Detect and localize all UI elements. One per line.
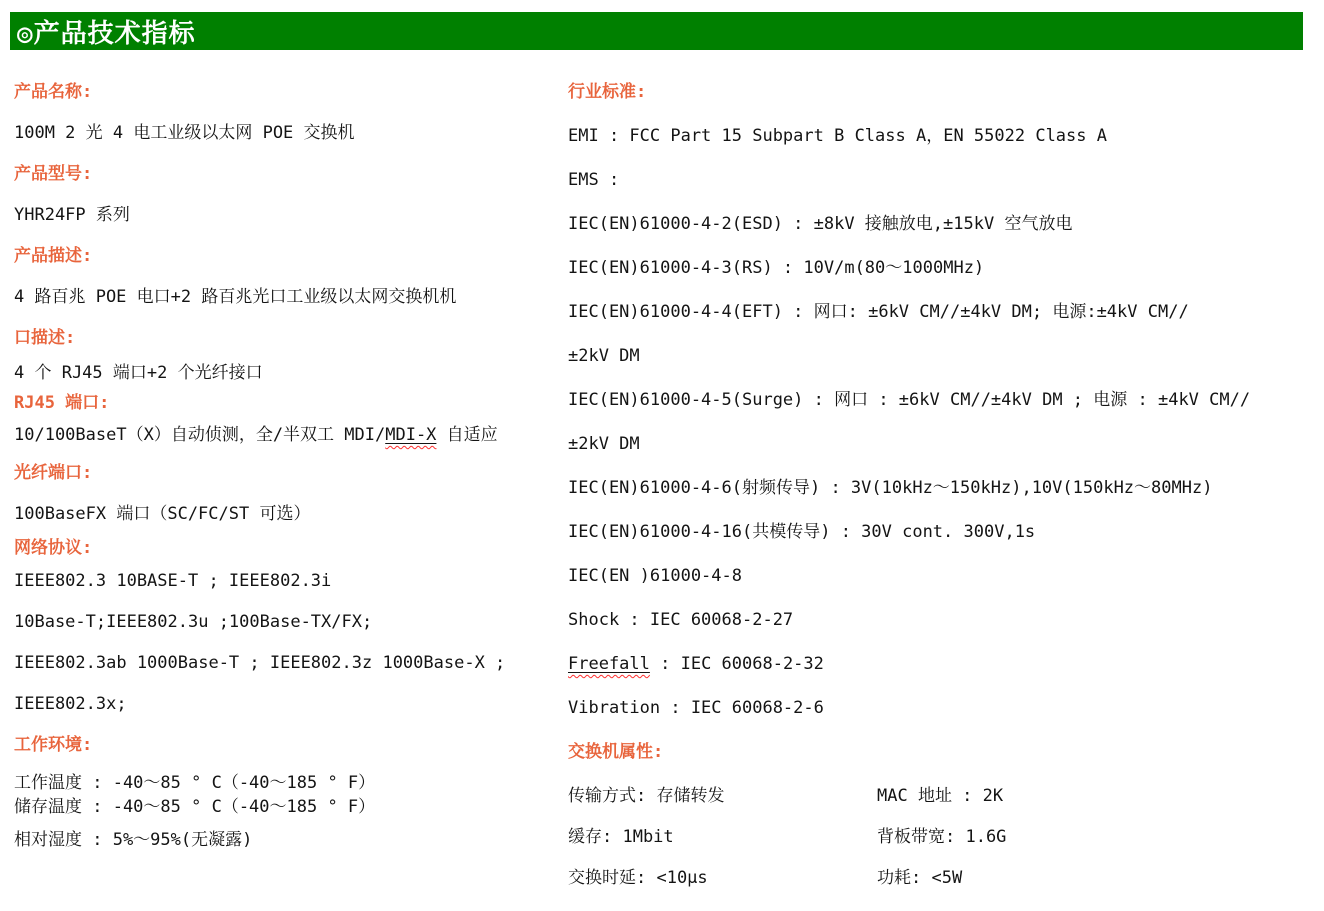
standard-line-vibration: Vibration : IEC 60068-2-6: [568, 698, 824, 718]
heading-rj45-port: RJ45 端口:: [14, 393, 110, 413]
product-name-text: 100M 2 光 4 电工业级以太网 POE 交换机: [14, 123, 355, 143]
protocol-line: IEEE802.3ab 1000Base-T ; IEEE802.3z 1000Base-X ;: [14, 653, 506, 673]
page-title: ◎产品技术指标: [17, 18, 196, 49]
left-column: [14, 84, 562, 873]
prop-transmission-mode: 传输方式: 存储转发: [568, 786, 725, 806]
heading-product-description: 产品描述:: [14, 246, 93, 266]
standard-line-shock: Shock : IEC 60068-2-27: [568, 610, 794, 630]
switch-prop-row: [568, 870, 1318, 887]
protocol-line: 10Base-T;IEEE802.3u ;100Base-TX/FX;: [14, 612, 373, 632]
prop-mac-address: MAC 地址 : 2K: [877, 786, 1004, 806]
heading-network-protocol: 网络协议:: [14, 538, 93, 558]
heading-product-name: 产品名称:: [14, 82, 93, 102]
protocol-line: IEEE802.3 10BASE-T ; IEEE802.3i: [14, 571, 332, 591]
standard-line-ems: EMS :: [568, 170, 620, 190]
prop-switch-latency: 交换时延: <10μs: [568, 868, 708, 888]
environment-line: 相对湿度 : 5%～95%(无凝露): [14, 830, 253, 850]
product-model-text: YHR24FP 系列: [14, 205, 130, 225]
standard-line-rf-conduction: IEC(EN)61000-4-6(射频传导) : 3V(10kHz～150kHz),10V(150kHz～80MHz): [568, 478, 1213, 498]
title-bar: [10, 12, 1303, 50]
heading-work-environment: 工作环境:: [14, 735, 93, 755]
standard-line-rs: IEC(EN)61000-4-3(RS) : 10V/m(80～1000MHz): [568, 258, 985, 278]
freefall-spellcheck-word: Freefall: [568, 654, 650, 674]
port-description-text: 4 个 RJ45 端口+2 个光纤接口: [14, 363, 263, 383]
rj45-text-pre: 10/100BaseT（X）自动侦测，全/半双工 MDI/: [14, 425, 386, 445]
prop-buffer: 缓存: 1Mbit: [568, 827, 674, 847]
heading-port-description: 口描述:: [14, 328, 76, 348]
prop-power-consumption: 功耗: <5W: [877, 868, 963, 888]
heading-industry-standards: 行业标准:: [568, 82, 647, 102]
standard-line-emi: EMI : FCC Part 15 Subpart B Class A，EN 55022 Class A: [568, 126, 1107, 146]
rj45-text-post: 自适应: [436, 425, 498, 445]
standard-line-eft: IEC(EN)61000-4-4(EFT) : 网口: ±6kV CM//±4kV DM; 电源:±4kV CM//: [568, 302, 1189, 322]
prop-backplane-bandwidth: 背板带宽: 1.6G: [877, 827, 1007, 847]
fiber-port-text: 100BaseFX 端口（SC/FC/ST 可选）: [14, 504, 311, 524]
standard-line-surge: IEC(EN)61000-4-5(Surge) : 网口 : ±6kV CM//±4kV DM ; 电源 : ±4kV CM//: [568, 390, 1251, 410]
environment-line: 储存温度 : -40～85 ° C（-40～185 ° F）: [14, 797, 376, 817]
standard-line-freefall: [568, 656, 1318, 673]
freefall-text-rest: : IEC 60068-2-32: [649, 654, 824, 674]
heading-fiber-port: 光纤端口:: [14, 463, 93, 483]
environment-line: 工作温度 : -40～85 ° C（-40～185 ° F）: [14, 773, 376, 793]
switch-prop-row: [568, 829, 1318, 846]
standard-line-61000-4-8: IEC(EN )61000-4-8: [568, 566, 742, 586]
switch-prop-row: [568, 788, 1318, 805]
rj45-spellcheck-word: MDI-X: [385, 425, 437, 445]
rj45-underline: [385, 425, 436, 445]
standard-line-common-mode: IEC(EN)61000-4-16(共模传导) : 30V cont. 300V,1s: [568, 522, 1036, 542]
heading-product-model: 产品型号:: [14, 164, 93, 184]
right-column: [568, 84, 1318, 911]
rj45-port-text: [14, 427, 562, 444]
heading-switch-properties: 交换机属性:: [568, 742, 664, 762]
standard-line-esd: IEC(EN)61000-4-2(ESD) : ±8kV 接触放电,±15kV 空气放电: [568, 214, 1073, 234]
standard-line-eft-wrap: ±2kV DM: [568, 346, 640, 366]
freefall-underline: [568, 654, 650, 674]
product-description-text: 4 路百兆 POE 电口+2 路百兆光口工业级以太网交换机机: [14, 287, 457, 307]
standard-line-surge-wrap: ±2kV DM: [568, 434, 640, 454]
protocol-line: IEEE802.3x;: [14, 694, 127, 714]
